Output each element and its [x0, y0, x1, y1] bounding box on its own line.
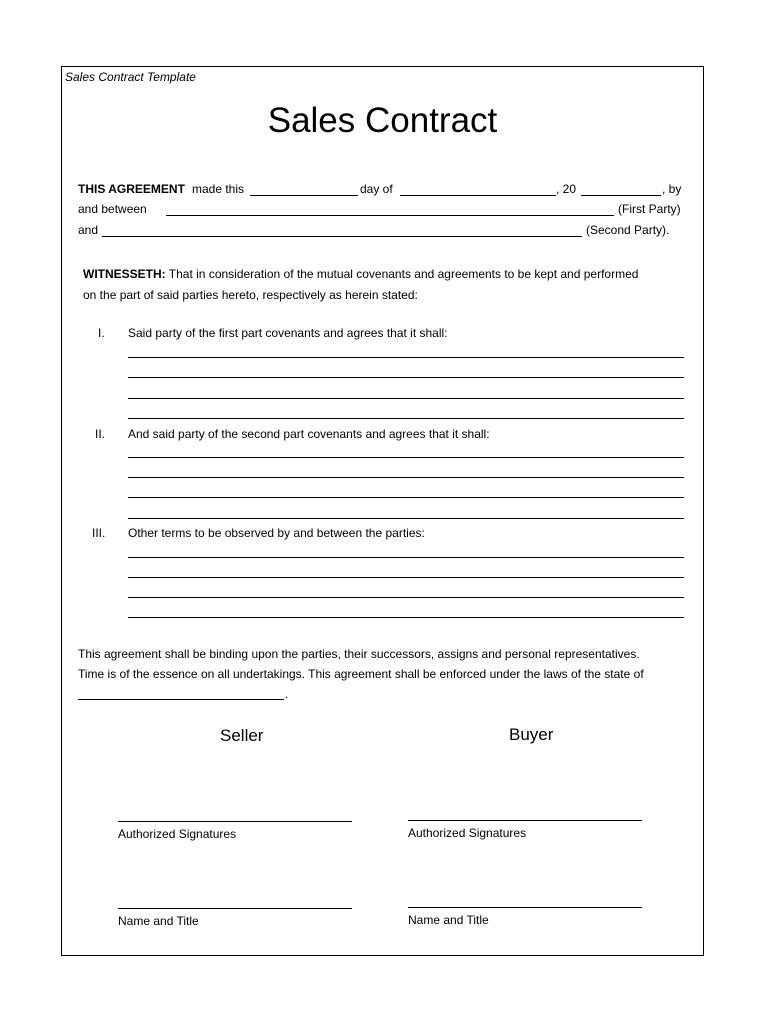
witnesseth-line-1: [83, 267, 638, 281]
seller-name-label: Name and Title: [118, 914, 199, 928]
section-1-text: Said party of the first part covenants and agrees that it shall:: [128, 326, 448, 340]
agreement-made-this: made this: [192, 182, 245, 196]
section-2-line: [128, 518, 684, 519]
binding-line-1: This agreement shall be binding upon the parties, their successors, assigns and personal representatives.: [78, 647, 640, 661]
buyer-signature-label: Authorized Signatures: [408, 826, 527, 840]
agreement-year-line: [581, 195, 661, 196]
binding-line-2: Time is of the essence on all undertakings. This agreement shall be enforced under the laws of the state of: [78, 667, 644, 681]
second-party-label: (Second Party).: [586, 223, 670, 237]
section-1-line: [128, 357, 684, 358]
seller-signature-label: Authorized Signatures: [118, 827, 237, 841]
header-note: Sales Contract Template: [65, 70, 196, 84]
agreement-by: , by: [662, 182, 682, 196]
section-2-line: [128, 477, 684, 478]
section-1-line: [128, 398, 684, 399]
page-title: Sales Contract: [267, 101, 498, 140]
agreement-day-of: day of: [360, 182, 393, 196]
section-3-line: [128, 577, 684, 578]
buyer-signature-line: [408, 820, 642, 821]
buyer-name-label: Name and Title: [408, 913, 489, 927]
agreement-and-between: and between: [78, 202, 147, 216]
binding-end: .: [285, 687, 289, 701]
seller-heading: Seller: [220, 726, 264, 745]
second-party-line: [102, 236, 582, 237]
section-1-line: [128, 377, 684, 378]
agreement-year-prefix: , 20: [556, 182, 577, 196]
section-3-text: Other terms to be observed by and between the parties:: [128, 526, 425, 540]
section-2-line: [128, 497, 684, 498]
section-3-numeral: III.: [92, 526, 106, 540]
section-2-text: And said party of the second part covenants and agrees that it shall:: [128, 427, 490, 441]
first-party-line: [166, 215, 614, 216]
agreement-lead: THIS AGREEMENT: [78, 182, 185, 196]
agreement-day-line: [250, 195, 358, 196]
section-1-numeral: I.: [98, 326, 105, 340]
witnesseth-lead: WITNESSETH:: [83, 267, 166, 281]
contract-page: [61, 66, 704, 956]
first-party-label: (First Party): [618, 202, 681, 216]
seller-signature-line: [118, 821, 352, 822]
seller-name-line: [118, 908, 352, 909]
witnesseth-line-2: on the part of said parties hereto, respectively as herein stated:: [83, 288, 418, 302]
section-3-line: [128, 597, 684, 598]
section-2-line: [128, 457, 684, 458]
section-2-numeral: II.: [95, 427, 106, 441]
section-3-line: [128, 617, 684, 618]
witnesseth-text-1: That in consideration of the mutual covenants and agreements to be kept and performed: [168, 267, 639, 281]
section-1-line: [128, 418, 684, 419]
agreement-and: and: [78, 223, 99, 237]
buyer-name-line: [408, 907, 642, 908]
buyer-heading: Buyer: [509, 725, 554, 744]
state-line: [78, 699, 284, 700]
agreement-month-line: [400, 195, 556, 196]
section-3-line: [128, 557, 684, 558]
